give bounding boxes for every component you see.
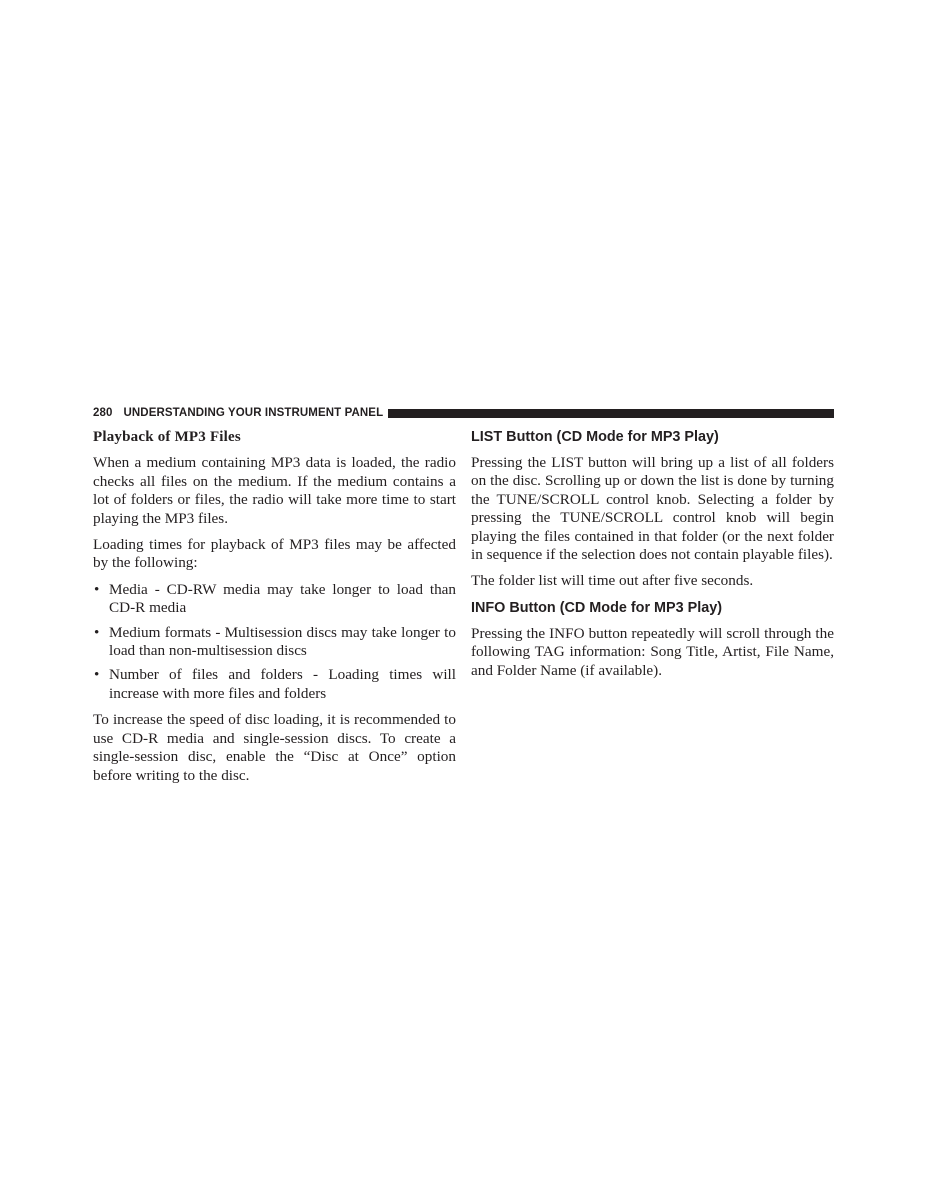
list-item-text: Number of files and folders - Loading times will increase with more files and folders <box>109 666 456 702</box>
list-item <box>93 624 456 661</box>
loading-factors-list <box>93 581 456 703</box>
section-title: UNDERSTANDING YOUR INSTRUMENT PANEL <box>123 407 384 419</box>
disc-loading-tip-paragraph: To increase the speed of disc loading, it is recommended to use CD-R media and single-session discs. To create a single-session disc, enable the “Disc at Once” option before writing to the disc. <box>93 711 456 784</box>
mp3-playback-heading: Playback of MP3 Files <box>93 429 241 445</box>
list-item <box>93 666 456 703</box>
header-rule-bar <box>388 409 834 418</box>
list-item <box>93 581 456 618</box>
bullet-icon: • <box>94 580 100 598</box>
list-item-text: Media - CD-RW media may take longer to load than CD-R media <box>109 580 456 617</box>
left-column <box>93 428 456 793</box>
page-number: 280 <box>93 407 113 419</box>
list-button-paragraph: Pressing the LIST button will bring up a list of all folders on the disc. Scrolling up or down the list is done by turning the TUNE/SCROLL control knob. Selecting a folder by pressing the TUNE/SCROLL control knob will begin playing the files contained in that folder (or the next folder in sequence if the selection does not contain playable files). <box>471 454 834 564</box>
bullet-icon: • <box>94 623 100 641</box>
folder-timeout-paragraph: The folder list will time out after five seconds. <box>471 572 754 590</box>
info-button-paragraph: Pressing the INFO button repeatedly will scroll through the following TAG information: Song Title, Artist, File Name, and Folder Name (if available). <box>471 624 834 679</box>
bullet-icon: • <box>94 666 100 684</box>
mp3-loading-paragraph: When a medium containing MP3 data is loaded, the radio checks all files on the medium. If the medium contains a lot of folders or files, the radio will take more time to start playing the MP3 files. <box>93 454 456 527</box>
list-item-text: Medium formats - Multisession discs may take longer to load than non-multisession discs <box>109 623 456 660</box>
right-column <box>471 428 834 688</box>
loading-times-intro: Loading times for playback of MP3 files may be affected by the following: <box>93 536 456 572</box>
info-button-heading: INFO Button (CD Mode for MP3 Play) <box>471 599 723 616</box>
list-button-heading: LIST Button (CD Mode for MP3 Play) <box>471 429 719 445</box>
page-header <box>93 405 834 421</box>
